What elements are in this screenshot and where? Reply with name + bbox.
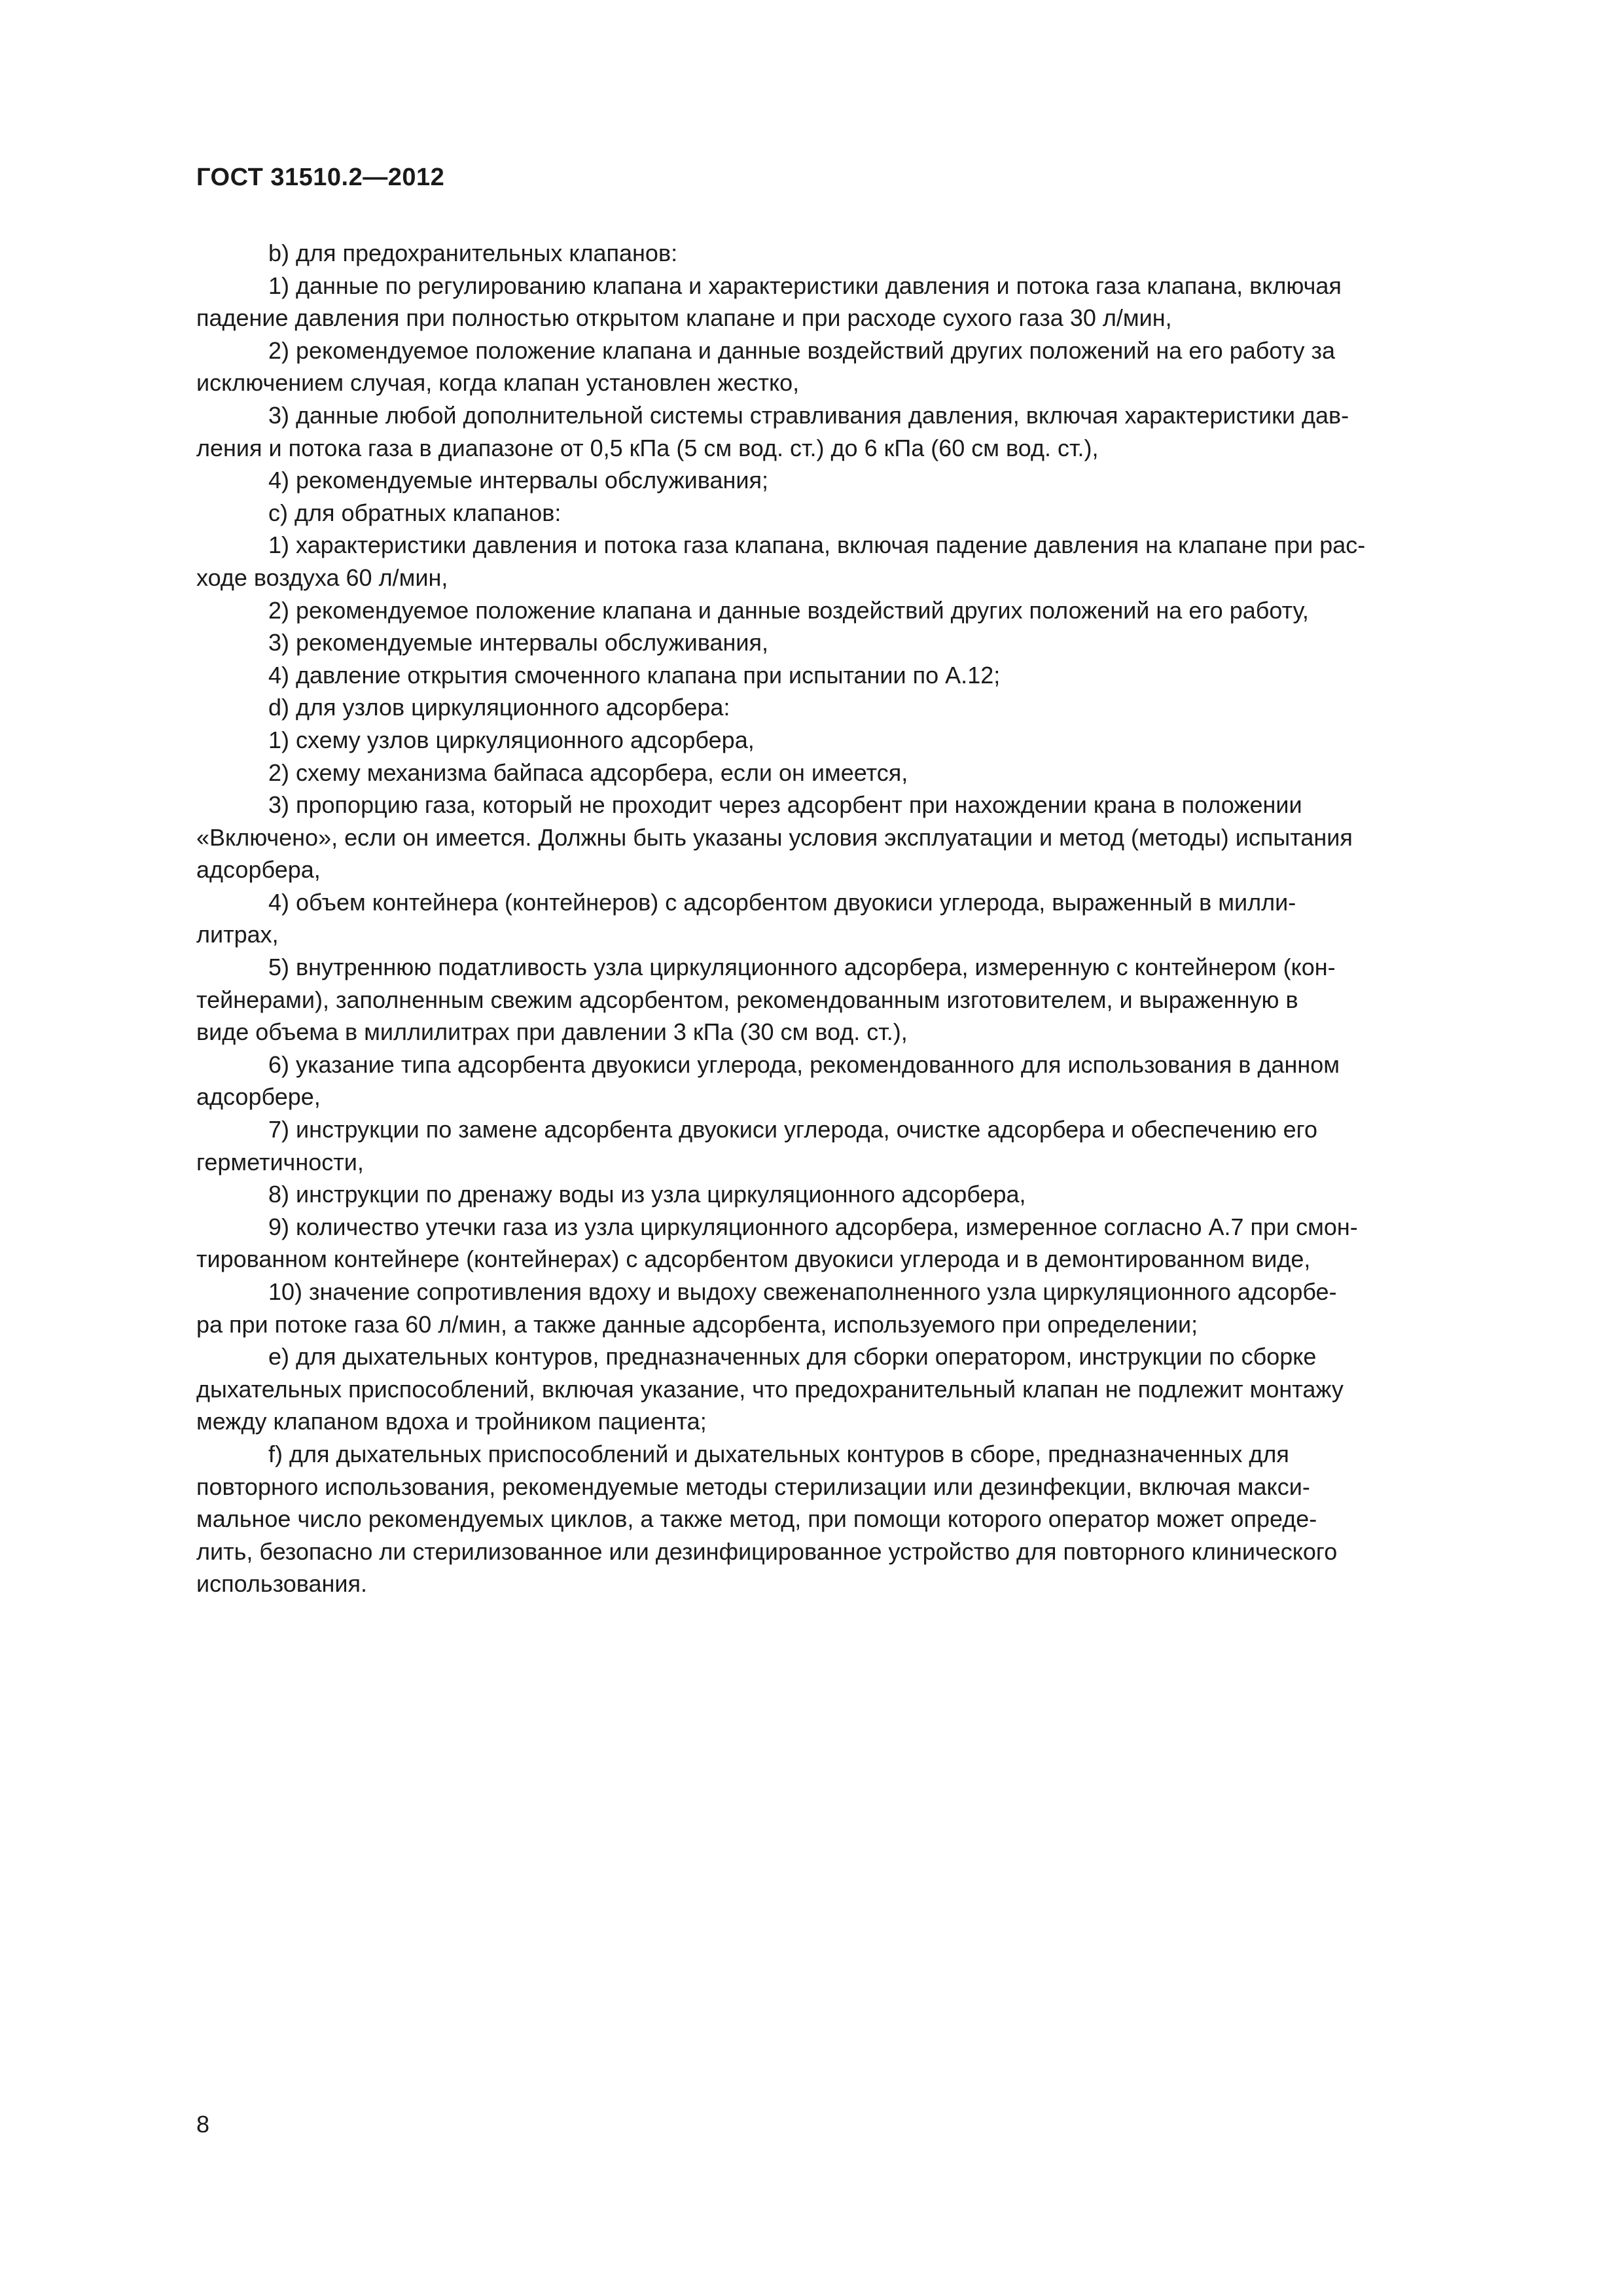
item-d10-resistance: 10) значение сопротивления вдоху и выдоху свеженаполненного узла циркуляционного адсорбе- ра при потоке газа 60 л/мин, а также данные адсорбента, используемого при определении; xyxy=(196,1278,1337,1338)
item-b4-service-intervals: 4) рекомендуемые интервалы обслуживания; xyxy=(268,467,768,494)
item-d1-absorber-scheme: 1) схему узлов циркуляционного адсорбера, xyxy=(268,726,755,753)
item-d9-gas-leakage: 9) количество утечки газа из узла циркуляционного адсорбера, измеренное согласно А.7 при смон- тированном контейнере (контейнерах) с адсорбентом двуокиси углерода и в демонтированном виде, xyxy=(196,1213,1358,1273)
item-c3-service-intervals: 3) рекомендуемые интервалы обслуживания, xyxy=(268,629,768,656)
item-b-safety-valves: b) для предохранительных клапанов: xyxy=(268,240,678,266)
item-d6-absorbent-type: 6) указание типа адсорбента двуокиси углерода, рекомендованного для использования в данном адсорбере, xyxy=(196,1050,1340,1111)
item-b2-valve-position: 2) рекомендуемое положение клапана и данные воздействий других положений на его работу за исключением случая, когда клапан установлен жестко, xyxy=(196,336,1336,397)
item-c1-pressure-flow: 1) характеристики давления и потока газа клапана, включая падение давления на клапане при рас- ходе воздуха 60 л/мин, xyxy=(196,531,1366,591)
item-d8-drainage-instructions: 8) инструкции по дренажу воды из узла циркуляционного адсорбера, xyxy=(268,1181,1026,1208)
item-d-absorber-units: d) для узлов циркуляционного адсорбера: xyxy=(268,694,730,721)
item-d7-replacement-instructions: 7) инструкции по замене адсорбента двуокиси углерода, очистке адсорбера и обеспечению его герметичности, xyxy=(196,1116,1318,1175)
item-d2-bypass-scheme: 2) схему механизма байпаса адсорбера, если он имеется, xyxy=(268,759,908,786)
item-b1-valve-regulation: 1) данные по регулированию клапана и характеристики давления и потока газа клапана, включая падение давления при полностью открытом клапане и при расходе сухого газа 30 л/мин, xyxy=(196,272,1342,332)
item-d4-container-volume: 4) объем контейнера (контейнеров) с адсорбентом двуокиси углерода, выраженный в милли- литрах, xyxy=(196,888,1296,948)
item-e-breathing-circuits: e) для дыхательных контуров, предназначенных для сборки оператором, инструкции по сборке дыхательных приспособлений, включая указание, что предохранительный клапан не подлежит монтажу между клапаном вдоха и тройником пациента; xyxy=(196,1343,1344,1435)
standard-code-header: ГОСТ 31510.2—2012 xyxy=(196,164,445,191)
item-c4-opening-pressure: 4) давление открытия смоченного клапана при испытании по А.12; xyxy=(268,661,1001,689)
item-f-reuse-sterilization: f) для дыхательных приспособлений и дыхательных контуров в сборе, предназначенных для повторного использования, рекомендуемые методы стерилизации или дезинфекции, включая макси- мальное число рекомендуемых циклов, а также метод, при помощи которого оператор может опреде- лить, безопасно ли стерилизованное или дезинфицированное устройство для повторного клинического использования. xyxy=(196,1440,1338,1598)
item-d3-gas-proportion: 3) пропорцию газа, который не проходит через адсорбент при нахождении крана в положении «Включено», если он имеется. Должны быть указаны условия эксплуатации и метод (методы) испытания адсорбера, xyxy=(196,791,1353,884)
item-b3-relief-system: 3) данные любой дополнительной системы стравливания давления, включая характеристики дав- ления и потока газа в диапазоне от 0,5 кПа (5 см вод. ст.) до 6 кПа (60 см вод. ст.), xyxy=(196,401,1349,461)
item-c-check-valves: c) для обратных клапанов: xyxy=(268,499,562,526)
item-d5-internal-compliance: 5) внутреннюю податливость узла циркуляционного адсорбера, измеренную с контейнером (кон- тейнерами), заполненным свежим адсорбентом, рекомендованным изготовителем, и выраженную в виде объема в миллилитрах при давлении 3 кПа (30 см вод. ст.), xyxy=(196,954,1336,1046)
page-number: 8 xyxy=(196,2111,210,2138)
body-text xyxy=(196,237,1508,1600)
item-c2-valve-position: 2) рекомендуемое положение клапана и данные воздействий других положений на его работу, xyxy=(268,596,1309,624)
